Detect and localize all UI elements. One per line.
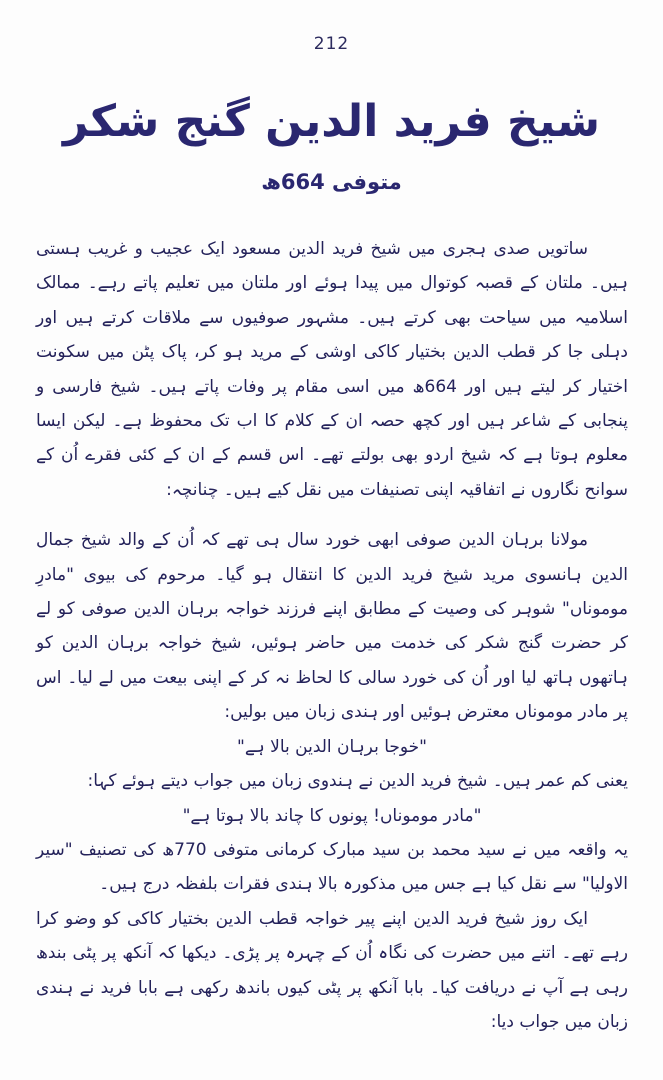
body-text [36, 232, 628, 1039]
chapter-title: شیخ فرید الدین گنج شکر [63, 96, 600, 147]
paragraph-3: یعنی کم عمر ہیں۔ شیخ فرید الدین نے ہندوی زبان میں جواب دیتے ہوئے کہا: [87, 771, 628, 792]
quote-1: "خوجا برہان الدین بالا ہے" [237, 736, 427, 757]
page-number: 212 [313, 34, 350, 54]
chapter-subtitle: متوفی 664ھ [261, 170, 402, 194]
paragraph-2: مولانا برہان الدین صوفی ابھی خورد سال ہی تھے کہ اُن کے والد شیخ جمال الدین ہانسوی مرید شیخ فرید الدین کا انتقال ہو گیا۔ مرحوم کی بیوی "مادرِ موموناں" شوہر کی وصیت کے مطابق اپنے فرزند خواجہ برہان الدین صوفی کو لے کر حضرت گنج شکر کی خدمت میں حاضر ہوئیں، شیخ خواجہ برہان الدین کو ہاتھوں ہاتھ لیا اور اُن کی خورد سالی کا لحاظ نہ کر کے اپنی بیعت میں لے لیا۔ اس پر مادر موموناں معترض ہوئیں اور ہندی زبان میں بولیں: [36, 530, 628, 723]
paragraph-4: یہ واقعہ میں نے سید محمد بن سید مبارک کرمانی متوفی 770ھ کی تصنیف "سیر الاولیا" سے نقل کیا ہے جس میں مذکورہ بالا ہندی فقرات بلفظہ درج ہیں۔ [36, 839, 628, 895]
paragraph-5: ایک روز شیخ فرید الدین اپنے پیر خواجہ قطب الدین بختیار کاکی کو وضو کرا رہے تھے۔ اتنے میں حضرت کی نگاہ اُن کے چہرہ پر پڑی۔ دیکھا کہ آنکھ پر پٹی بندھ رہی ہے آپ نے دریافت کیا۔ بابا آنکھ پر پٹی کیوں باندھ رکھی ہے بابا فرید نے ہندی زبان میں جواب دیا: [36, 908, 628, 1032]
quote-2: "مادر موموناں! پونوں کا چاند بالا ہوتا ہے" [182, 805, 482, 826]
paragraph-1: ساتویں صدی ہجری میں شیخ فرید الدین مسعود ایک عجیب و غریب ہستی ہیں۔ ملتان کے قصبہ کوتوال میں پیدا ہوئے اور ملتان میں تعلیم پاتے رہے۔ ممالک اسلامیہ میں سیاحت بھی کرتے ہیں۔ مشہور صوفیوں سے ملاقات کرتے ہیں اور دہلی جا کر قطب الدین بختیار کاکی اوشی کے مرید ہو کر، پاک پٹن میں سکونت اختیار کر لیتے ہیں اور 664ھ میں اسی مقام پر وفات پاتے ہیں۔ شیخ فارسی و پنجابی کے شاعر ہیں اور کچھ حصہ ان کے کلام کا اب تک محفوظ ہے۔ لیکن ایسا معلوم ہوتا ہے کہ شیخ اردو بھی بولتے تھے۔ اس قسم کے ان کے کئی فقرے اُن کے سوانح نگاروں نے اتفاقیہ اپنی تصنیفات میں نقل کیے ہیں۔ چنانچہ: [36, 239, 628, 500]
